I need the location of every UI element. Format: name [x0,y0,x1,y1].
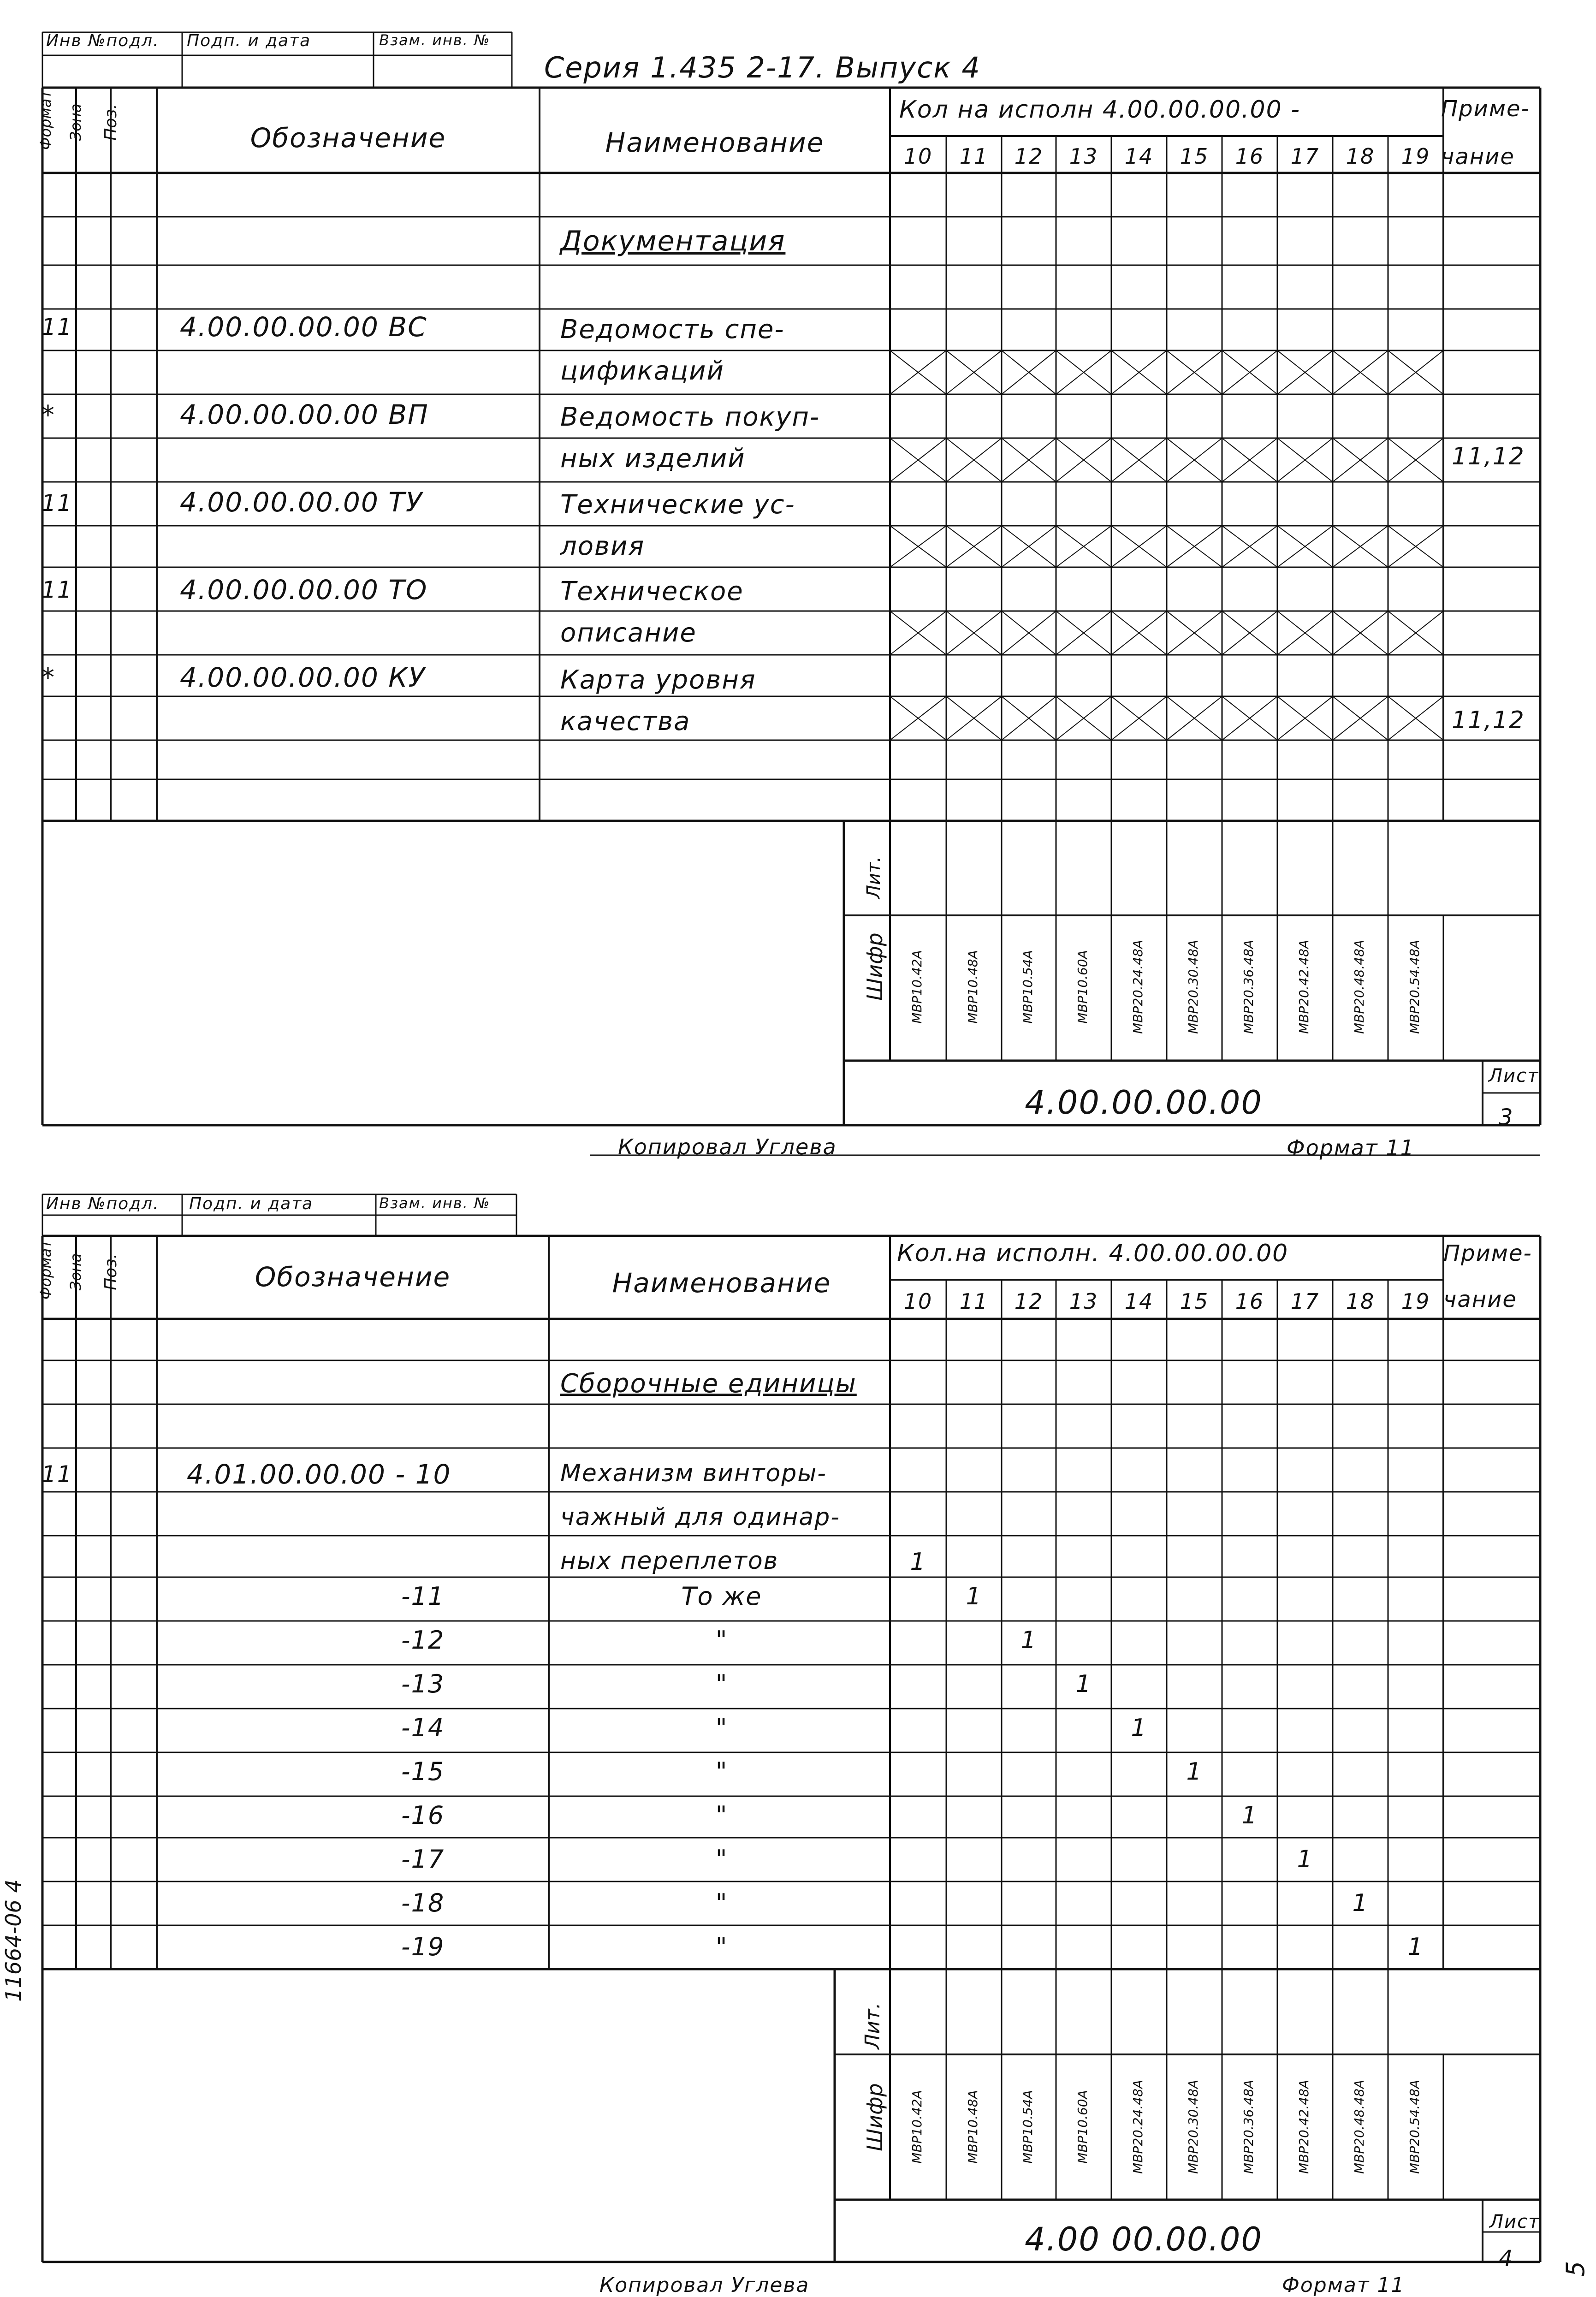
qty-column-header: 14 [1124,1289,1154,1314]
row2-name-line1: Ведомость покуп- [560,402,820,432]
qty-column-header: 12 [1014,144,1044,169]
stamp-date-label: Подп. и дата [187,31,311,50]
page-number: 5 [1561,2261,1590,2277]
title-block2-shifr: Шифр [862,2083,887,2151]
variant-name: " [715,1845,728,1874]
section-title-assemblies: Сборочные единицы [560,1369,857,1399]
row1-name-line2: цификаций [560,356,724,386]
row4-designation: 4.00.00.00.00 ТО [180,574,428,605]
row2-format: * [42,400,55,430]
quantity-value: 1 [1020,1626,1037,1654]
header-note-2: чание [1441,144,1515,170]
stamp2-inv-label: Инв №подл. [46,1194,160,1213]
shifr-code: МВР10.54А [1020,2090,1035,2164]
quantity-value: 1 [910,1548,926,1576]
assembly-name-line3: ных переплетов [560,1547,779,1575]
assembly-name-line1: Механизм винторы- [560,1460,827,1487]
stamp2-vzam-label: Взам. инв. № [379,1194,491,1212]
shifr-code: МВР10.60А [1075,2090,1090,2164]
header-name: Наименование [605,127,825,158]
assembly-designation: 4.01.00.00.00 - 10 [187,1459,451,1490]
shifr-code: МВР20.54.48А [1407,2079,1422,2174]
variant-name: " [715,1757,728,1786]
variant-name: " [715,1626,728,1655]
qty-column-header: 11 [959,144,989,169]
shifr-code: МВР10.54А [1020,950,1035,1024]
row5-designation: 4.00.00.00.00 КУ [180,662,426,693]
qty-column-header: 17 [1290,1289,1320,1314]
shifr-code: МВР20.24.48А [1130,939,1145,1034]
shifr-code: МВР10.48А [965,2090,980,2164]
qty-column-header: 16 [1235,1289,1264,1314]
variant-suffix: -15 [401,1757,445,1786]
row1-name-line1: Ведомость спе- [560,315,785,344]
shifr-code: МВР20.48.48А [1352,2079,1367,2174]
shifr-code: МВР20.42.48А [1296,2079,1311,2174]
title-block-shifr: Шифр [862,932,887,1001]
sheet1-copied-by: Копировал Углева [618,1134,837,1159]
variant-suffix: -11 [401,1582,445,1611]
sheet1-doc-number: 4.00.00.00.00 [1025,1084,1263,1122]
quantity-value: 1 [1075,1670,1092,1698]
variant-suffix: -17 [401,1845,445,1874]
row5-name-line2: качества [560,706,691,736]
sheet2-sheet-number: 4 [1499,2246,1514,2272]
qty-column-header: 18 [1346,1289,1375,1314]
quantity-value: 1 [1297,1846,1313,1873]
qty-column-header: 10 [903,144,933,169]
row1-format: 11 [42,314,73,340]
variant-suffix: -18 [401,1888,445,1917]
section-title-documentation: Документация [560,225,786,257]
qty-column-header: 10 [903,1289,933,1314]
stamp-vzam-label: Взам. инв. № [379,31,491,49]
quantity-value: 1 [1131,1714,1147,1742]
sheet2-sheet-label: Лист [1489,2211,1540,2232]
sheet2-doc-number: 4.00 00.00.00 [1025,2220,1263,2258]
assembly-name-line2: чажный для одинар- [560,1503,841,1531]
variant-suffix: -19 [401,1932,445,1961]
margin-inventory-note: 11664-06 4 [1,1879,26,2002]
row4-name-line1: Техническое [560,576,744,606]
series-title: Серия 1.435 2-17. Выпуск 4 [544,51,981,84]
header-format: Формат [37,90,54,150]
row3-name-line2: ловия [560,531,645,561]
assembly-format: 11 [42,1461,73,1488]
variant-suffix: -16 [401,1801,445,1830]
row5-format: * [42,663,55,693]
qty-column-header: 11 [959,1289,989,1314]
quantity-value: 1 [1186,1758,1203,1786]
title-block2-lit: Лит. [861,2002,884,2049]
shifr-code: МВР20.30.48А [1186,939,1201,1034]
qty-column-header: 17 [1290,144,1320,169]
variant-suffix: -14 [401,1713,445,1742]
row1-designation: 4.00.00.00.00 ВС [180,311,427,343]
variant-suffix: -13 [401,1669,445,1698]
header2-zone: Зона [67,1253,84,1291]
qty-column-header: 15 [1180,144,1209,169]
shifr-code: МВР20.54.48А [1407,939,1422,1034]
header2-qty-title: Кол.на исполн. 4.00.00.00.00 [897,1240,1289,1267]
row3-format: 11 [42,490,73,516]
quantity-value: 1 [1241,1802,1258,1829]
variant-name: " [715,1669,728,1698]
header2-designation: Обозначение [255,1261,451,1293]
sheet1-sheet-label: Лист [1489,1065,1539,1086]
variant-name: " [715,1801,728,1830]
qty-column-header: 19 [1401,144,1430,169]
header2-note-2: чание [1443,1287,1517,1312]
qty-column-header: 15 [1180,1289,1209,1314]
row3-name-line1: Технические ус- [560,490,795,520]
qty-column-header: 14 [1124,144,1154,169]
row5-name-line1: Карта уровня [560,665,756,695]
row3-designation: 4.00.00.00.00 ТУ [180,487,423,518]
header-qty-title: Кол на исполн 4.00.00.00.00 - [899,96,1301,124]
quantity-value: 1 [966,1583,982,1610]
stamp2-date-label: Подп. и дата [189,1194,314,1213]
header2-format: Формат [37,1240,54,1300]
shifr-code: МВР10.48А [965,950,980,1024]
variant-name: " [715,1932,728,1961]
header-designation: Обозначение [250,122,446,154]
shifr-code: МВР20.30.48А [1186,2079,1201,2174]
quantity-value: 1 [1352,1889,1369,1917]
row5-note: 11,12 [1452,706,1525,734]
shifr-code: МВР10.42А [909,2090,925,2164]
shifr-code: МВР20.48.48А [1352,939,1367,1034]
sheet1-sheet-number: 3 [1499,1104,1514,1130]
variant-name: " [715,1888,728,1917]
shifr-code: МВР20.24.48А [1130,2079,1145,2174]
qty-column-header: 19 [1401,1289,1430,1314]
qty-column-header: 12 [1014,1289,1044,1314]
shifr-code: МВР20.36.48А [1241,2079,1256,2174]
qty-column-header: 16 [1235,144,1264,169]
header2-name: Наименование [612,1267,831,1299]
qty-column-header: 13 [1069,1289,1098,1314]
header2-pos: Поз. [101,1253,120,1290]
shifr-code: МВР10.60А [1075,950,1090,1024]
shifr-code: МВР20.36.48А [1241,939,1256,1034]
sheet2-copied-by: Копировал Углева [599,2273,810,2297]
sheet2-format-label: Формат 11 [1282,2273,1405,2297]
variant-suffix: -12 [401,1626,445,1655]
quantity-value: 1 [1407,1933,1424,1961]
row4-name-line2: описание [560,618,697,648]
row2-name-line2: ных изделий [560,444,746,474]
row2-designation: 4.00.00.00.00 ВП [180,399,429,430]
header-note-1: Приме- [1441,96,1530,122]
row4-format: 11 [42,576,73,603]
shifr-code: МВР20.42.48А [1296,939,1311,1034]
variant-name: То же [681,1582,762,1611]
variant-name: " [715,1713,728,1742]
title-block-lit: Лит. [863,856,884,899]
shifr-code: МВР10.42А [909,950,925,1024]
qty-column-header: 18 [1346,144,1375,169]
row2-note: 11,12 [1452,443,1525,470]
header-pos: Поз. [101,104,120,141]
sheet1-format-label: Формат 11 [1287,1135,1415,1160]
stamp-inv-label: Инв №подл. [46,31,160,50]
header2-note-1: Приме- [1443,1240,1532,1266]
qty-column-header: 13 [1069,144,1098,169]
header-zone: Зона [67,103,84,141]
